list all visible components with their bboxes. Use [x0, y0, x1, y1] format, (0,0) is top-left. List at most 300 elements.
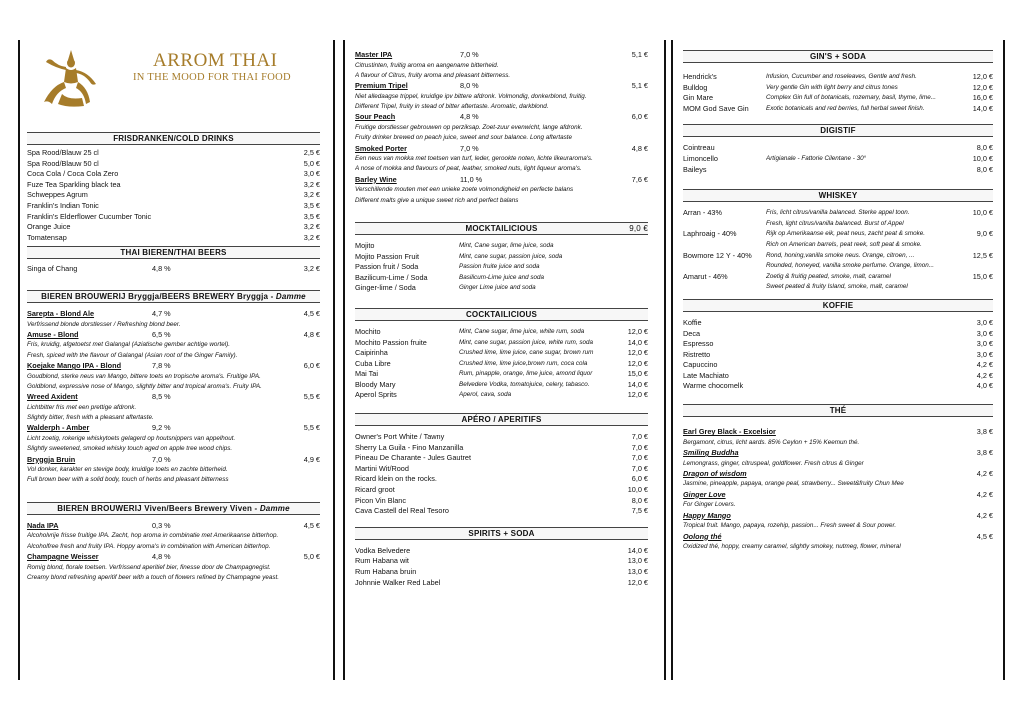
item-price: 2,5 € [303, 148, 320, 157]
digestif-row [683, 165, 993, 176]
whiskey-row-desc [683, 240, 993, 251]
item-description: Verschillende mouten met een unieke zoete volmondigheid en perfecte balans [355, 186, 574, 194]
item-price: 10,0 € [972, 153, 993, 163]
item-price: 3,5 € [303, 211, 320, 221]
item-price: 7,0 € [631, 442, 648, 452]
item-name: Schweppes Agrum [27, 190, 88, 200]
item-name: Johnnie Walker Red Label [355, 577, 441, 587]
item-price: 12,0 € [972, 82, 993, 92]
item-name: Mojito Passion Fruit [355, 251, 420, 261]
item-name: Vodka Belvedere [355, 545, 411, 555]
item-price: 7,6 € [631, 174, 648, 184]
item-description: Oxidized thé, hoppy, creamy caramel, slightly smokey, nutmeg, flower, mineral [683, 543, 901, 551]
spirit-row [355, 578, 648, 589]
aperitif-row [355, 453, 648, 464]
item-name: Orange Juice [27, 222, 71, 232]
spirit-row [355, 556, 648, 567]
item-name: Bloody Mary [355, 379, 396, 389]
item-description: Fresh, light citrus/vanilla balanced. Burst of Appel [766, 219, 904, 227]
cocktail-row [355, 327, 648, 338]
item-description: A nose of mokka and flavours of peat, leather, smoked nuts, light liqueur aroma's. [355, 165, 582, 173]
section-digestif: DIGISTIF [683, 124, 993, 137]
item-description: Different malts give a unique sweet rich and perfect balans [355, 196, 519, 204]
spirit-row [355, 546, 648, 557]
mocktail-row [355, 283, 648, 294]
item-name: Nada IPA [27, 520, 59, 530]
drink-row [27, 233, 320, 244]
divider-left [18, 40, 20, 680]
item-price: 4,8 € [303, 329, 320, 339]
item-name: Bryggja Bruin [27, 454, 76, 464]
item-description: Een neus van mokka met toetsen van turf, leder, gerookte noten, lichte likeuraroma's. [355, 155, 593, 163]
beer-row [355, 112, 648, 123]
item-name: Tomatensap [27, 232, 67, 242]
item-name: Smiling Buddha [683, 447, 739, 457]
cocktail-row [355, 338, 648, 349]
item-description: Sweet peated & fruity Island, smoke, malt, caramel [766, 283, 908, 291]
column-1 [27, 132, 320, 583]
item-price: 7,0 € [631, 432, 648, 442]
item-price: 6,0 € [631, 112, 648, 122]
mocktail-row [355, 241, 648, 252]
digestif-row [683, 154, 993, 165]
item-description: Alcoholfree fresh and fruity IPA. Hoppy aroma's in combination with American bitterhop. [27, 542, 271, 550]
item-description: Tropical fruit. Mango, papaya, rozehip, passion... Fresh sweet & Sour power. [683, 522, 897, 530]
item-description: Fris, licht citrus/vanilla balanced. Sterke appel toon. [766, 209, 910, 217]
item-price: 15,0 € [972, 271, 993, 281]
item-price: 12,0 € [627, 390, 648, 400]
item-name: Late Machiato [683, 370, 729, 380]
tea-row [683, 427, 993, 438]
item-price: 13,0 € [627, 567, 648, 576]
item-price: 10,0 € [972, 208, 993, 218]
item-abv: 4,8 % [460, 112, 479, 122]
item-description: Belvedere Vodka, tomatojuice, celery, tabasco. [459, 380, 590, 388]
item-description: Goldblond, expressive nose of Mango, slightly bitter and tropical aroma's. Fruity IPA. [27, 382, 262, 390]
section-title: MOCKTAILICIOUS [465, 223, 538, 233]
item-name: Fuze Tea Sparkling black tea [27, 179, 121, 189]
section-thai-beers: THAI BIEREN/THAI BEERS [27, 246, 320, 259]
spirit-row [355, 567, 648, 578]
item-price: 4,2 € [976, 360, 993, 370]
item-name: Koffie [683, 317, 702, 327]
item-price: 15,0 € [627, 369, 648, 379]
brand-name: ARROM THAI [153, 50, 278, 71]
section-cold-drinks: FRISDRANKEN/COLD DRINKS [27, 132, 320, 145]
item-name: Martini Wit/Rood [355, 463, 409, 473]
item-price: 4,5 € [976, 531, 993, 541]
tea-row [683, 469, 993, 480]
item-name: Ginger Love [683, 489, 726, 499]
item-price: 4,2 € [976, 510, 993, 520]
cocktail-row [355, 369, 648, 380]
item-price: 5,1 € [631, 81, 648, 91]
aperitif-row [355, 464, 648, 475]
item-name: Franklin's Indian Tonic [27, 200, 99, 210]
item-description: Different Tripel, fruity in stead of bitter aftertaste. Aromatic, darkblond. [355, 103, 549, 111]
drink-row [27, 222, 320, 233]
gin-row [683, 93, 993, 104]
beer-row [27, 423, 320, 434]
drink-row [27, 159, 320, 170]
item-price: 3,0 € [976, 349, 993, 359]
whiskey-row [683, 208, 993, 219]
item-price: 3,2 € [303, 222, 320, 232]
item-name: Spa Rood/Blauw 50 cl [27, 158, 99, 168]
drink-row [27, 169, 320, 180]
item-price: 4,2 € [976, 489, 993, 499]
whiskey-row-desc [683, 282, 993, 293]
item-price: 6,0 € [303, 361, 320, 371]
cocktail-row [355, 359, 648, 370]
item-name: Sherry La Guila - Fino Manzanilla [355, 442, 464, 452]
divider-3 [664, 40, 666, 680]
item-description: Mint, cane sugar, passion juice, soda [459, 252, 563, 260]
item-abv: 4,8 % [152, 551, 171, 561]
item-name: Amuse - Blond [27, 329, 79, 339]
beer-row [355, 50, 648, 61]
item-price: 8,0 € [976, 164, 993, 174]
item-name: Singa of Chang [27, 264, 78, 274]
aperitif-row [355, 496, 648, 507]
item-name: Pineau De Charante - Jules Gautret [355, 453, 472, 463]
mocktail-row [355, 252, 648, 263]
item-description: A flavour of Citrus, fruity aroma and pleasant bitterness. [355, 71, 511, 79]
item-description: Rum, pinapple, orange, lime juice, amond liquor [459, 370, 593, 378]
section-mocktails [355, 222, 648, 235]
item-abv: 7,0 % [460, 50, 479, 59]
item-description: Lichtbitter fris met een prettige afdronk. [27, 403, 137, 411]
cocktail-row [355, 380, 648, 391]
item-description: Bergamont, citrus, licht aards. 85% Ceylon + 15% Keemun thé. [683, 438, 860, 446]
beer-row [27, 392, 320, 403]
item-name: Deca [683, 328, 701, 338]
item-description: Alcoholvrije frisse fruitige IPA. Zacht, hop aroma in combinatie met Amerikaanse bitterhop. [27, 532, 279, 540]
section-viven [27, 502, 320, 515]
drink-row [27, 212, 320, 223]
coffee-row [683, 339, 993, 350]
item-name: Coca Cola / Coca Cola Zero [27, 169, 119, 179]
item-description: Verfrissend blonde dorstlesser / Refreshing blond beer. [27, 320, 181, 328]
item-name: Walderph - Amber [27, 423, 90, 433]
item-description: Passion fruite juice and soda [459, 263, 540, 271]
item-abv: 4,8 % [152, 264, 171, 274]
divider-1 [333, 40, 335, 680]
item-name: Bazilicum-Lime / Soda [355, 272, 428, 282]
divider-right [1003, 40, 1005, 680]
section-bryggja-text: BIEREN BROUWERIJ Bryggja/BEERS BREWERY Bryggja - [41, 291, 276, 301]
item-name: Oolong thé [683, 531, 722, 541]
item-description: Ginger Lime juice and soda [459, 284, 536, 292]
section-whiskey: WHISKEY [683, 189, 993, 202]
item-name: Rum Habana bruin [355, 567, 417, 576]
item-abv: 11,0 % [460, 174, 483, 184]
item-price: 3,2 € [303, 264, 320, 274]
divider-2 [343, 40, 345, 680]
item-abv: 7,0 % [152, 454, 171, 464]
item-price: 3,5 € [303, 200, 320, 210]
coffee-row [683, 350, 993, 361]
item-price: 12,0 € [627, 326, 648, 336]
item-name: Sour Peach [355, 112, 396, 122]
aperitif-row [355, 443, 648, 454]
item-abv: 9,2 % [152, 423, 171, 433]
section-cocktails: COCKTAILICIOUS [355, 308, 648, 321]
drink-row [27, 180, 320, 191]
tea-row [683, 511, 993, 522]
item-description: Full brown beer with a solid body, touch of herbs and pleasant bitterness [27, 476, 229, 484]
cocktail-row [355, 348, 648, 359]
item-price: 3,8 € [976, 447, 993, 457]
item-description: Goudblond, sterke neus van Mango, bittere toets en tropische aroma's. Fruitige IPA. [27, 372, 261, 380]
gin-row [683, 104, 993, 115]
item-name: MOM God Save Gin [683, 103, 749, 113]
item-name: Sarepta - Blond Ale [27, 308, 95, 318]
item-price: 4,8 € [631, 143, 648, 153]
item-price: 6,0 € [631, 474, 648, 484]
item-name: Ricard groot [355, 485, 395, 495]
item-description: Slightly bitter, fresh with a pleasant aftertaste. [27, 414, 154, 422]
item-name: Ricard klein on the rocks. [355, 474, 437, 484]
item-description: Mint, cane sugar, passion juice, white rum, soda [459, 338, 594, 346]
item-description: Vol donker, karakter en stevige body, kruidige toets en zachte bitterheid. [27, 466, 228, 474]
item-price: 4,2 € [976, 370, 993, 380]
item-description: Exotic botanicals and red berries, full herbal sweet finish. [766, 104, 925, 112]
item-description: Fruitige dorstlesser gebrouwen op perziksap. Zoet-zuur evenwicht, lange afdronk. [355, 123, 583, 131]
item-description: Rijk op Amerikaanse eik, peat neus, zacht peat & smoke. [766, 230, 926, 238]
item-price: 3,8 € [976, 427, 993, 437]
item-price: 5,1 € [631, 50, 648, 59]
item-name: Caipirinha [355, 348, 388, 358]
whiskey-row [683, 251, 993, 262]
item-price: 12,0 € [627, 358, 648, 368]
item-name: Ginger-lime / Soda [355, 283, 416, 293]
item-price: 13,0 € [627, 556, 648, 566]
item-description: Complex Gin full of botanicals, rozemary, basil, thyme, lime... [766, 94, 936, 102]
mocktail-row [355, 273, 648, 284]
item-name: Mojito [355, 240, 375, 250]
drink-row [27, 190, 320, 201]
item-description: Creamy blond refreshing aperitif beer with a touch of flowers refined by Champagne yeast. [27, 573, 280, 581]
item-price: 7,0 € [631, 453, 648, 463]
coffee-row [683, 329, 993, 340]
section-viven-place: Damme [259, 503, 290, 513]
coffee-row [683, 360, 993, 371]
digestif-row [683, 143, 993, 154]
item-price: 8,0 € [976, 143, 993, 153]
tea-row [683, 532, 993, 543]
item-abv: 8,5 % [152, 392, 171, 402]
item-price: 14,0 € [627, 337, 648, 347]
item-price: 14,0 € [627, 379, 648, 389]
beer-row [27, 330, 320, 341]
item-description: Aperol, cava, soda [459, 391, 512, 399]
item-name: Wreed Axident [27, 392, 78, 402]
item-price: 14,0 € [972, 103, 993, 113]
beer-row [27, 552, 320, 563]
item-name: Rum Habana wit [355, 556, 409, 566]
item-price: 5,0 € [303, 551, 320, 561]
item-description: Fruity drinker brewed on peach juice, sweet and sour balance. Long aftertaste [355, 134, 573, 142]
whiskey-row-desc [683, 219, 993, 230]
item-description: Artigianale - Fattorie Cilentane - 30° [766, 154, 867, 162]
item-name: Koejake Mango IPA - Blond [27, 361, 122, 371]
aperitif-row [355, 432, 648, 443]
item-price: 9,0 € [976, 229, 993, 239]
item-price: 14,0 € [627, 545, 648, 555]
item-price: 5,5 € [303, 392, 320, 402]
item-name: Mai Tai [355, 369, 378, 379]
item-name: Laphroaig - 40% [683, 229, 737, 239]
coffee-row [683, 381, 993, 392]
item-price: 4,9 € [303, 454, 320, 464]
item-price: 4,0 € [976, 381, 993, 391]
item-abv: 8,0 % [460, 81, 479, 91]
item-name: Amarut - 46% [683, 271, 728, 281]
item-description: Romig blond, florale toetsen. Verfrissend aperitief bier, finesse door de Champagnegist. [27, 563, 271, 571]
item-name: Ristretto [683, 349, 711, 359]
aperitif-row [355, 485, 648, 496]
section-gins: GIN'S + SODA [683, 50, 993, 63]
item-description: Zoetig & fruitig peated, smoke, malt, caramel [766, 272, 891, 280]
beer-row [27, 455, 320, 466]
tea-row [683, 448, 993, 459]
item-price: 12,5 € [972, 250, 993, 260]
item-abv: 7,0 % [460, 143, 479, 153]
item-description: Basilicum-Lime juice and soda [459, 273, 545, 281]
item-abv: 4,7 % [152, 308, 171, 318]
item-name: Happy Mango [683, 510, 731, 520]
item-name: Smoked Porter [355, 143, 407, 153]
item-name: Mochito Passion fruite [355, 337, 427, 347]
section-tea: THÉ [683, 404, 993, 417]
item-description: Crushed lime, lime juice, cane sugar, brown rum [459, 349, 594, 357]
item-description: Infusion, Cucumber and roseleaves, Gentle and fresh. [766, 73, 917, 80]
item-price: 10,0 € [627, 485, 648, 495]
section-bryggja [27, 290, 320, 303]
item-description: For Ginger Lovers. [683, 501, 736, 509]
item-price: 3,0 € [976, 317, 993, 327]
item-name: Passion fruit / Soda [355, 262, 419, 272]
whiskey-row [683, 229, 993, 240]
beer-row [355, 144, 648, 155]
item-price: 3,2 € [303, 190, 320, 200]
section-spirits: SPIRITS + SODA [355, 527, 648, 540]
item-name: Hendrick's [683, 72, 717, 81]
beer-row [27, 361, 320, 372]
beer-row [355, 175, 648, 186]
item-name: Franklin's Elderflower Cucumber Tonic [27, 211, 152, 221]
item-price: 3,0 € [976, 339, 993, 349]
item-name: Aperol Sprits [355, 390, 397, 400]
item-abv: 6,5 % [152, 329, 171, 339]
item-name: Bulldog [683, 82, 708, 92]
item-name: Gin Mare [683, 93, 714, 103]
thai-dancer-logo [38, 48, 104, 110]
item-price: 3,0 € [303, 169, 320, 179]
item-price: 12,0 € [972, 72, 993, 81]
item-price: 5,0 € [303, 158, 320, 168]
coffee-row [683, 318, 993, 329]
drink-row [27, 201, 320, 212]
tea-row [683, 490, 993, 501]
beer-row [27, 264, 320, 275]
item-price: 7,0 € [631, 463, 648, 473]
item-price: 4,5 € [303, 308, 320, 318]
item-description: Slightly sweetened, smoked whisky touch aged on apple tree wood chips. [27, 445, 233, 453]
cocktail-row [355, 390, 648, 401]
item-description: Niet alledaagse trippel, kruidige ipv bittere afdronk. Volmondig, donkerblond, fruitig. [355, 92, 587, 100]
item-name: Cava Castell del Real Tesoro [355, 506, 449, 516]
section-coffee: KOFFIE [683, 299, 993, 312]
item-price: 3,0 € [976, 328, 993, 338]
item-price: 12,0 € [627, 348, 648, 358]
item-name: Spa Rood/Blauw 25 cl [27, 148, 99, 157]
item-description: Fresh, spiced with the flavour of Galangal (Asian root of the Ginger Family). [27, 351, 238, 359]
item-name: Warme chocomelk [683, 381, 744, 391]
item-name: Limoncello [683, 153, 718, 163]
item-abv: 7,8 % [152, 361, 171, 371]
drink-row [27, 148, 320, 159]
item-price: 5,5 € [303, 423, 320, 433]
beer-row [27, 521, 320, 532]
item-name: Capuccino [683, 360, 718, 370]
item-name: Premium Tripel [355, 81, 408, 91]
item-name: Champagne Weisser [27, 551, 99, 561]
divider-4 [671, 40, 673, 680]
item-name: Master IPA [355, 50, 393, 59]
item-description: Citrustinten, fruitig aroma en aangename bitterheid. [355, 61, 499, 69]
item-name: Bowmore 12 Y - 40% [683, 250, 752, 260]
item-price: 4,2 € [976, 468, 993, 478]
item-description: Mint, Cane sugar, lime juice, white rum, soda [459, 327, 585, 335]
section-aperitifs: APÉRO / APERITIFS [355, 413, 648, 426]
item-description: Licht zoetig, rokerige whiskytoets gelagerd op houtsnippers van appelhout. [27, 434, 236, 442]
item-name: Picon Vin Blanc [355, 495, 406, 505]
item-price: 16,0 € [972, 93, 993, 103]
coffee-row [683, 371, 993, 382]
item-description: Crushed lime, lime juice,brown rum, coca cola [459, 359, 588, 367]
column-3 [683, 50, 993, 552]
item-description: Very gentle Gin with light berry and citrus tones [766, 83, 898, 91]
item-price: 8,0 € [631, 495, 648, 505]
item-description: Rond, honing,vanilla smoke neus. Orange, citroen, ... [766, 251, 915, 259]
item-description: Jasmine, pineapple, papaya, orange peal, strawberry... Sweet&fruity Chun Mee [683, 480, 904, 488]
item-name: Cuba Libre [355, 358, 391, 368]
item-description: Mint, Cane sugar, lime juice, soda [459, 241, 554, 249]
item-name: Owner's Port White / Tawny [355, 432, 445, 442]
item-name: Barley Wine [355, 174, 397, 184]
beer-row [27, 309, 320, 320]
mocktail-price: 9,0 € [629, 223, 648, 233]
item-price: 7,5 € [631, 506, 648, 516]
item-name: Arran - 43% [683, 208, 722, 218]
item-price: 4,5 € [303, 520, 320, 530]
item-price: 12,0 € [627, 577, 648, 587]
whiskey-row [683, 272, 993, 283]
item-price: 3,2 € [303, 179, 320, 189]
gin-row [683, 83, 993, 94]
gin-row [683, 72, 993, 83]
item-name: Earl Grey Black - Excelsior [683, 427, 776, 437]
item-name: Cointreau [683, 143, 715, 153]
item-description: Rich on American barrels, peat reek, soft peat & smoke. [766, 240, 922, 248]
column-2 [355, 50, 648, 588]
mocktail-row [355, 262, 648, 273]
beer-row [355, 81, 648, 92]
whiskey-row-desc [683, 261, 993, 272]
aperitif-row [355, 506, 648, 517]
